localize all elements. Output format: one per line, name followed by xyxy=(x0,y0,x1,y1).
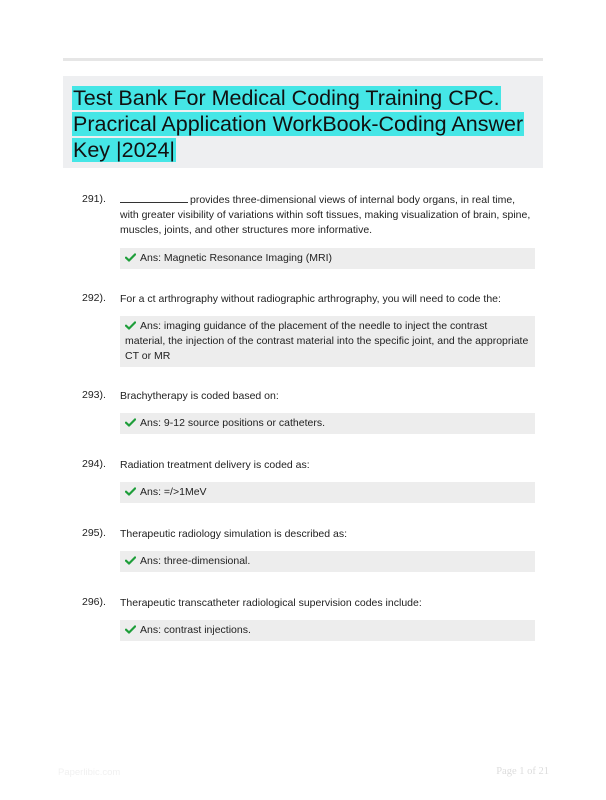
check-icon xyxy=(125,487,136,496)
answer-text: Ans: 9-12 source positions or catheters. xyxy=(140,417,326,429)
document-title: Test Bank For Medical Coding Training CPC. Pracrical Application WorkBook-Coding Answer Key |2024| xyxy=(73,86,524,162)
question-number: 293). xyxy=(82,389,106,401)
check-icon xyxy=(125,253,136,262)
check-icon xyxy=(125,321,136,330)
top-divider xyxy=(63,58,543,61)
check-icon xyxy=(125,556,136,565)
answer-box xyxy=(120,620,535,641)
answer-text: Ans: contrast injections. xyxy=(140,624,251,636)
answer-box xyxy=(120,248,535,269)
question-number: 295). xyxy=(82,527,106,539)
question-number: 291). xyxy=(82,193,106,205)
page-indicator: Page 1 of 21 xyxy=(496,766,549,777)
answer-box xyxy=(120,413,535,434)
question-text: Brachytherapy is coded based on: xyxy=(120,390,279,402)
answer-box xyxy=(120,316,535,367)
answer-text: Ans: three-dimensional. xyxy=(140,555,251,567)
question-text: Therapeutic radiology simulation is described as: xyxy=(120,528,348,540)
question-text: provides three-dimensional views of internal body organs, in real time, with greater visibility of variations within soft tissues, making visualization of brain, spine, muscles, joints, and other structures more informative. xyxy=(120,194,531,236)
answer-text: Ans: Magnetic Resonance Imaging (MRI) xyxy=(140,252,332,264)
answer-text: Ans: =/>1MeV xyxy=(140,486,207,498)
question-text: For a ct arthrography without radiographic arthrography, you will need to code the: xyxy=(120,293,501,305)
question-text: Therapeutic transcatheter radiological supervision codes include: xyxy=(120,597,422,609)
question-text: Radiation treatment delivery is coded as: xyxy=(120,459,310,471)
watermark: Paperlibic.com xyxy=(58,767,121,778)
check-icon xyxy=(125,625,136,634)
question-number: 296). xyxy=(82,596,106,608)
answer-box xyxy=(120,551,535,572)
question-number: 292). xyxy=(82,292,106,304)
fill-in-blank xyxy=(120,193,188,203)
check-icon xyxy=(125,418,136,427)
question-number: 294). xyxy=(82,458,106,470)
answer-text: Ans: imaging guidance of the placement of the needle to inject the contrast material, the injection of the contrast material into the specific joint, and the appropriate CT or MR xyxy=(125,320,529,362)
answer-box xyxy=(120,482,535,503)
